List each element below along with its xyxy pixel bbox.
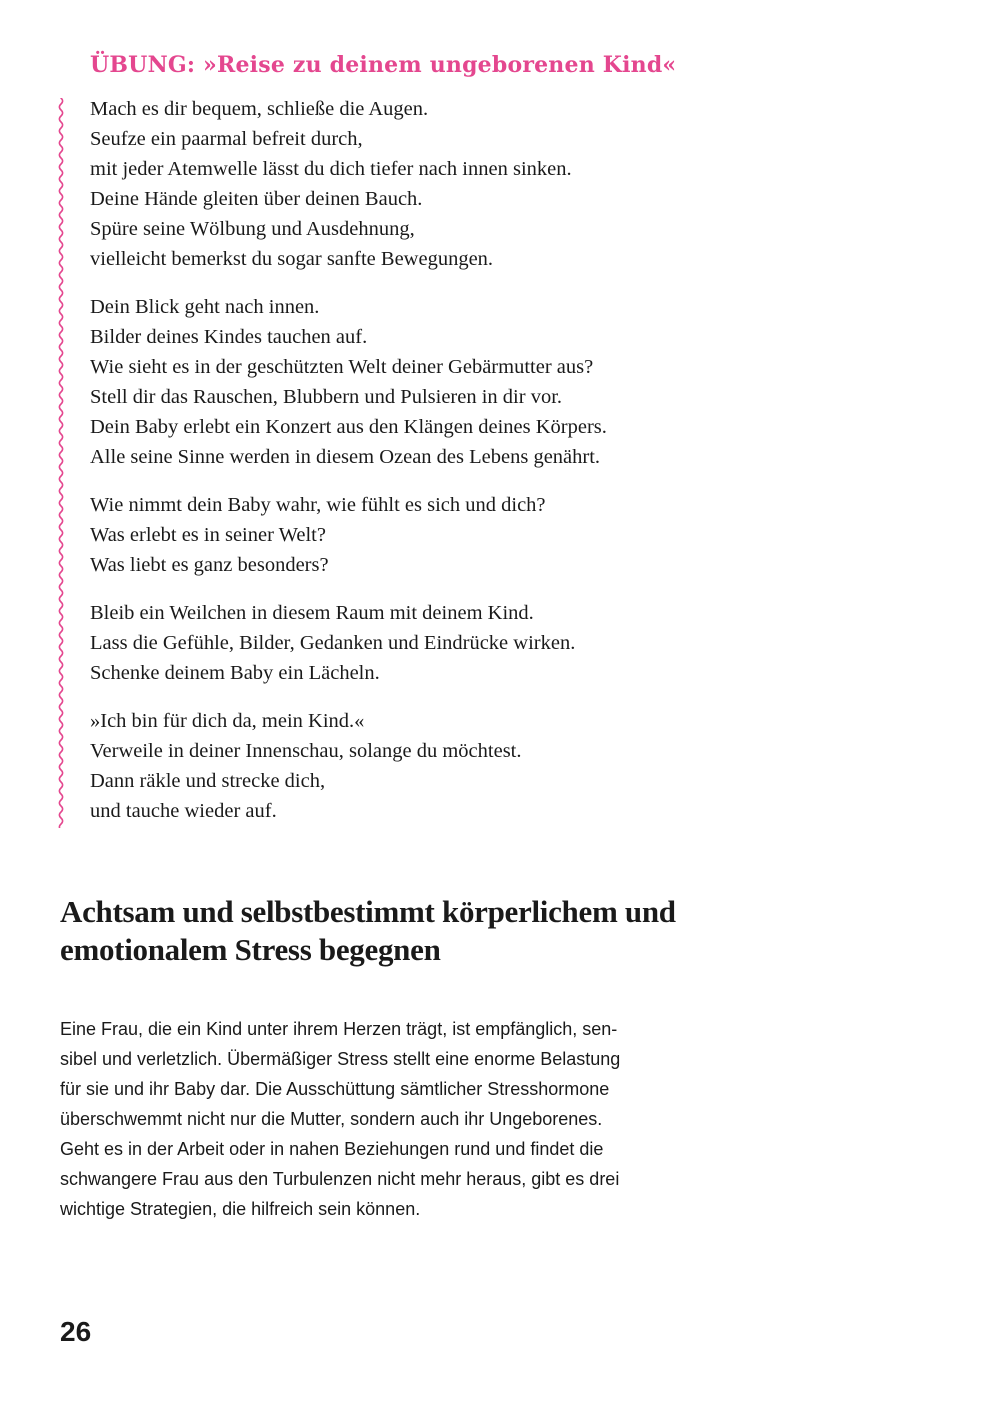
body-text-line: Eine Frau, die ein Kind unter ihrem Herzen trägt, ist empfänglich, sen- bbox=[60, 1019, 618, 1039]
poem-line: Stell dir das Rauschen, Blubbern und Pulsieren in dir vor. bbox=[90, 386, 563, 408]
poem-line: »Ich bin für dich da, mein Kind.« bbox=[90, 710, 365, 732]
poem-line: Wie nimmt dein Baby wahr, wie fühlt es sich und dich? bbox=[90, 494, 546, 516]
poem-line: Mach es dir bequem, schließe die Augen. bbox=[90, 98, 429, 120]
body-text-line: für sie und ihr Baby dar. Die Ausschüttung sämtlicher Stresshormone bbox=[60, 1079, 610, 1099]
decorative-wavy-line bbox=[54, 98, 68, 828]
poem-line: Was liebt es ganz besonders? bbox=[90, 554, 329, 576]
body-text-line: überschwemmt nicht nur die Mutter, sondern auch ihr Ungeborenes. bbox=[60, 1109, 603, 1129]
poem-line: Dann räkle und strecke dich, bbox=[90, 770, 326, 792]
poem-line: Dein Blick geht nach innen. bbox=[90, 296, 320, 318]
poem-line: mit jeder Atemwelle lässt du dich tiefer nach innen sinken. bbox=[90, 158, 572, 180]
section-heading-line: Achtsam und selbstbestimmt körperlichem und bbox=[60, 894, 676, 929]
body-text-line: schwangere Frau aus den Turbulenzen nicht mehr heraus, gibt es drei bbox=[60, 1169, 620, 1189]
poem-line: Was erlebt es in seiner Welt? bbox=[90, 524, 326, 546]
poem-line: vielleicht bemerkst du sogar sanfte Bewegungen. bbox=[90, 248, 494, 270]
section-heading bbox=[60, 893, 760, 969]
poem-stanza bbox=[90, 490, 730, 580]
poem-line: Lass die Gefühle, Bilder, Gedanken und Eindrücke wirken. bbox=[90, 632, 576, 654]
body-text-line: Geht es in der Arbeit oder in nahen Beziehungen rund und findet die bbox=[60, 1139, 604, 1159]
body-text-line: wichtige Strategien, die hilfreich sein können. bbox=[60, 1199, 421, 1219]
poem-line: Verweile in deiner Innenschau, solange du möchtest. bbox=[90, 740, 522, 762]
exercise-title: ÜBUNG: »Reise zu deinem ungeborenen Kind« bbox=[90, 52, 677, 78]
page-number: 26 bbox=[60, 1316, 92, 1347]
section-heading-line: emotionalem Stress begegnen bbox=[60, 932, 441, 967]
poem-stanza bbox=[90, 598, 730, 688]
section-body-text bbox=[60, 1014, 740, 1224]
body-text-line: sibel und verletzlich. Übermäßiger Stress stellt eine enorme Belastung bbox=[60, 1049, 621, 1069]
poem-line: Spüre seine Wölbung und Ausdehnung, bbox=[90, 218, 415, 240]
poem-line: Schenke deinem Baby ein Lächeln. bbox=[90, 662, 380, 684]
exercise-poem bbox=[90, 94, 730, 844]
poem-line: Bilder deines Kindes tauchen auf. bbox=[90, 326, 368, 348]
poem-line: Deine Hände gleiten über deinen Bauch. bbox=[90, 188, 423, 210]
poem-line: Seufze ein paarmal befreit durch, bbox=[90, 128, 363, 150]
poem-line: Alle seine Sinne werden in diesem Ozean des Lebens genährt. bbox=[90, 446, 601, 468]
poem-line: Bleib ein Weilchen in diesem Raum mit deinem Kind. bbox=[90, 602, 534, 624]
poem-line: und tauche wieder auf. bbox=[90, 800, 277, 822]
poem-line: Wie sieht es in der geschützten Welt deiner Gebärmutter aus? bbox=[90, 356, 594, 378]
poem-stanza bbox=[90, 706, 730, 826]
poem-stanza bbox=[90, 292, 730, 472]
poem-stanza bbox=[90, 94, 730, 274]
poem-line: Dein Baby erlebt ein Konzert aus den Klängen deines Körpers. bbox=[90, 416, 607, 438]
